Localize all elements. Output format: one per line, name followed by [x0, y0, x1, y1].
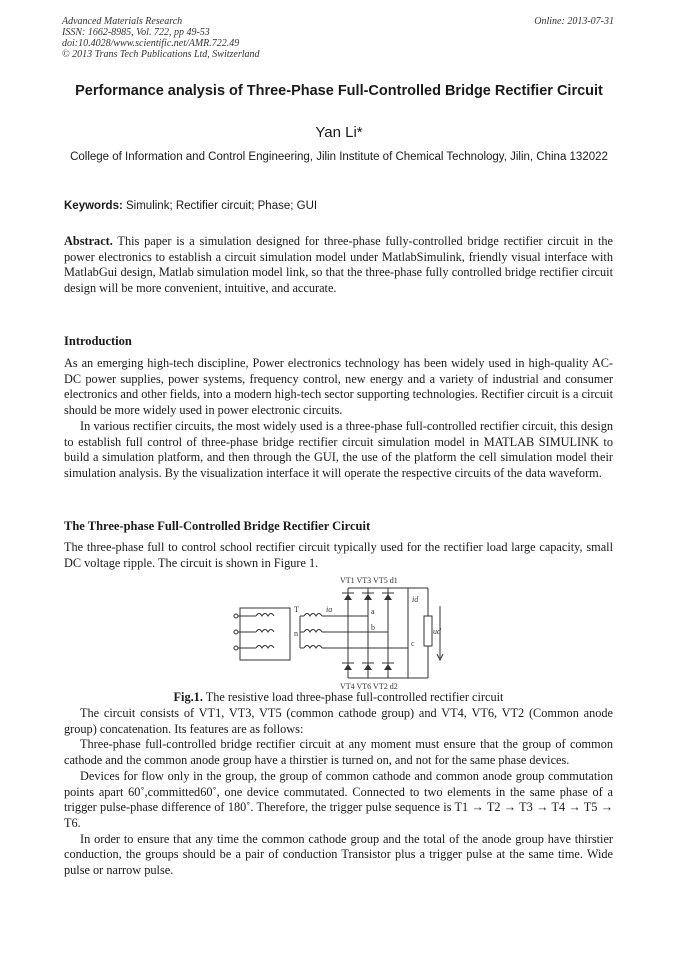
- secondary-coil-2: [304, 630, 322, 633]
- primary-coil-1: [256, 614, 274, 617]
- thyristor-vt4: [344, 664, 352, 670]
- thyristor-vt6: [364, 664, 372, 670]
- keywords-text: Simulink; Rectifier circuit; Phase; GUI: [122, 200, 318, 212]
- ia-label: ia: [326, 605, 333, 614]
- author-name: Yan Li*: [315, 124, 363, 141]
- terminal-2: [234, 630, 238, 634]
- thyristor-vt3: [364, 594, 372, 600]
- body-paragraph-1: The circuit consists of VT1, VT3, VT5 (common cathode group) and VT4, VT6, VT2 (Common anode group) concatenation. Its features are as follows:: [64, 706, 613, 736]
- section2-continuation: [64, 706, 613, 879]
- copyright-line: © 2013 Trans Tech Publications Ltd, Switzerland: [62, 49, 260, 60]
- top-device-labels: VT1 VT3 VT5 d1: [340, 576, 398, 585]
- terminal-1: [234, 614, 238, 618]
- primary-coil-2: [256, 630, 274, 633]
- journal-name: Advanced Materials Research: [62, 16, 183, 27]
- intro-body: [64, 356, 613, 482]
- body-paragraph-4: In order to ensure that any time the common cathode group and the total of the anode group have thirstier conduction, the groups should be a pair of conduction Transistor plus a trigger pulse at the same time. Wide pulse or narrow pulse.: [64, 831, 613, 878]
- abstract-label: Abstract.: [64, 234, 113, 248]
- ud-label: ud: [433, 627, 441, 636]
- intro-paragraph-2: In various rectifier circuits, the most widely used is a three-phase full-controlled rectifier circuit, this design to establish full control of three-phase bridge rectifier circuit simulation model in MATLAB SIMULINK to build a simulation platform, and then through the GUI, the use of the platform the cell simulation model their simulation analysis. By the visualization interface it will operate the respective circuits of the data waveform.: [64, 418, 613, 480]
- node-b-label: b: [371, 623, 375, 632]
- secondary-coil-3: [304, 646, 322, 649]
- body-paragraph-2: Three-phase full-controlled bridge rectifier circuit at any moment must ensure that the group of common cathode and the common anode group have a thirstier is turned on, and not for the same phase devices.: [64, 737, 613, 768]
- figure-label: Fig.1.: [173, 690, 203, 704]
- thyristor-vt5: [384, 594, 392, 600]
- keywords-label: Keywords:: [64, 200, 123, 212]
- paper-title: Performance analysis of Three-Phase Full-Controlled Bridge Rectifier Circuit: [75, 83, 603, 99]
- section2-body: [64, 540, 613, 571]
- section2-heading: The Three-phase Full-Controlled Bridge Rectifier Circuit: [64, 519, 371, 533]
- section2-paragraph-1: The three-phase full to control school rectifier circuit typically used for the rectifier load large capacity, small DC voltage ripple. The circuit is shown in Figure 1.: [64, 540, 613, 570]
- issn-line: ISSN: 1662-8985, Vol. 722, pp 49-53: [62, 27, 210, 38]
- bottom-device-labels: VT4 VT6 VT2 d2: [340, 682, 398, 690]
- figure-caption: [64, 690, 613, 705]
- id-label: id: [412, 595, 419, 604]
- body-paragraph-3: Devices for flow only in the group, the group of common cathode and common anode group commutation points apart 60˚,committed60˚, one device commutated. Connected to two elements in the same phase of a trigger pulse-phase difference of 180˚. Therefore, the trigger pulse sequence is T1 → T2 → T3 → T4 → T5 → T6.: [64, 768, 613, 830]
- transformer-label: T: [294, 605, 299, 614]
- intro-heading: Introduction: [64, 334, 132, 348]
- load-box: [424, 616, 432, 646]
- thyristor-vt2: [384, 664, 392, 670]
- intro-paragraph-1: As an emerging high-tech discipline, Power electronics technology has been widely used in high-quality AC-DC power supplies, power systems, frequency control, new energy and a variety of industrial and consumer electronics and other fields, into a modern high-tech sector supporting technologies. Rectifier circuit is a circuit should be more widely used in power electronic circuits.: [64, 356, 613, 418]
- primary-coil-3: [256, 646, 274, 649]
- doi-line: doi:10.4028/www.scientific.net/AMR.722.49: [62, 38, 240, 49]
- affiliation: College of Information and Control Engineering, Jilin Institute of Chemical Technology, Jilin, China 132022: [70, 151, 608, 163]
- journal-header: [62, 16, 260, 60]
- terminal-3: [234, 646, 238, 650]
- figure-caption-text: The resistive load three-phase full-controlled rectifier circuit: [202, 690, 504, 704]
- keywords: [64, 199, 317, 213]
- neutral-label: n: [294, 629, 298, 638]
- secondary-coil-1: [304, 614, 322, 617]
- thyristor-vt1: [344, 594, 352, 600]
- rectifier-circuit-figure: [228, 572, 450, 690]
- online-date: Online: 2013-07-31: [534, 16, 614, 27]
- node-c-label: c: [411, 639, 415, 648]
- abstract-text: This paper is a simulation designed for three-phase fully-controlled bridge rectifier circuit in the power electronics to establish a circuit simulation model under MatlabSimulink, friendly visual interface with MatlabGui design, Matlab simulation model link, so that the three-phase fully controlled bridge rectifier circuit design will be more convenient, intuitive, and accurate.: [64, 234, 613, 296]
- abstract: [64, 234, 613, 297]
- node-a-label: a: [371, 607, 375, 616]
